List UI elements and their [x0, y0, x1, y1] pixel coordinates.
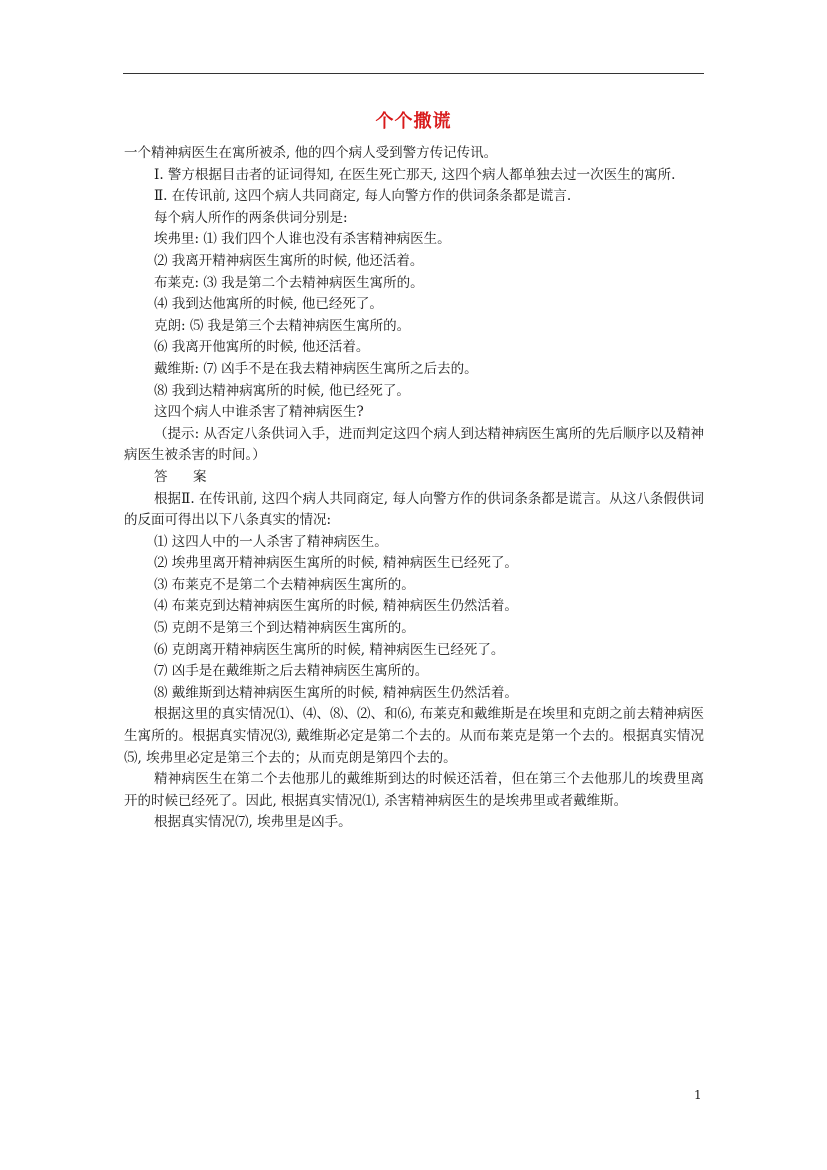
reasoning-paragraph-2: 精神病医生在第二个去他那儿的戴维斯到达的时候还活着，但在第三个去他那儿的埃费里离开的时候已经死了。因此, 根据真实情况⑴, 杀害精神病医生的是埃弗里或者戴维斯。: [124, 771, 704, 809]
fact-item: ⑶ 布莱克不是第二个去精神病医生寓所的。: [154, 576, 415, 593]
document-body: [124, 143, 704, 834]
condition-2: Ⅱ. 在传讯前, 这四个病人共同商定, 每人向警方作的供词条条都是谎言.: [154, 188, 572, 205]
answer-intro: 根据Ⅱ. 在传讯前, 这四个病人共同商定, 每人向警方作的供词条条都是谎言。从这八条假供词的反面可得出以下八条真实的情况:: [124, 490, 704, 529]
fact-item: ⑴ 这四人中的一人杀害了精神病医生。: [154, 533, 388, 550]
statements-intro: 每个病人所作的两条供词分别是:: [154, 209, 348, 226]
answer-heading: 答 案: [154, 468, 213, 485]
conclusion: 根据真实情况⑺, 埃弗里是凶手。: [154, 814, 352, 831]
statement-item: ⑵ 我离开精神病医生寓所的时候, 他还活着。: [154, 252, 424, 269]
intro-paragraph: 一个精神病医生在寓所被杀, 他的四个病人受到警方传记传讯。: [124, 145, 498, 161]
fact-item: ⑺ 凶手是在戴维斯之后去精神病医生寓所的。: [154, 663, 429, 680]
page-number: 1: [694, 1088, 702, 1102]
fact-item: ⑵ 埃弗里离开精神病医生寓所的时候, 精神病医生已经死了。: [154, 555, 518, 572]
fact-item: ⑷ 布莱克到达精神病医生寓所的时候, 精神病医生仍然活着。: [154, 598, 518, 615]
fact-item: ⑻ 戴维斯到达精神病医生寓所的时候, 精神病医生仍然活着。: [154, 684, 518, 701]
hint: （提示: 从否定八条供词入手，进而判定这四个病人到达精神病医生寓所的先后顺序以及精神病医生被杀害的时间。）: [124, 425, 704, 464]
condition-1: Ⅰ. 警方根据目击者的证词得知, 在医生死亡那天, 这四个病人都单独去过一次医生的寓所.: [154, 166, 676, 183]
statement-item: 戴维斯: ⑺ 凶手不是在我去精神病医生寓所之后去的。: [154, 360, 478, 377]
question: 这四个病人中谁杀害了精神病医生?: [154, 404, 364, 421]
fact-item: ⑸ 克朗不是第三个到达精神病医生寓所的。: [154, 620, 415, 637]
header-rule: [123, 73, 704, 74]
statement-item: ⑻ 我到达精神病寓所的时候, 他已经死了。: [154, 382, 410, 399]
statement-item: 克朗: ⑸ 我是第三个去精神病医生寓所的。: [154, 317, 411, 334]
statement-item: 布莱克: ⑶ 我是第二个去精神病医生寓所的。: [154, 274, 424, 291]
statement-item: ⑷ 我到达他寓所的时候, 他已经死了。: [154, 296, 383, 313]
statement-item: ⑹ 我离开他寓所的时候, 他还活着。: [154, 339, 370, 356]
fact-item: ⑹ 克朗离开精神病医生寓所的时候, 精神病医生已经死了。: [154, 641, 505, 658]
statement-item: 埃弗里: ⑴ 我们四个人谁也没有杀害精神病医生。: [154, 231, 451, 248]
page-title: 个个撒谎: [375, 111, 452, 132]
reasoning-paragraph-1: 根据这里的真实情况⑴、⑷、⑻、⑵、和⑹, 布莱克和戴维斯是在埃里和克朗之前去精神病医生寓所的。根据真实情况⑶, 戴维斯必定是第二个去的。从而布莱克是第一个去的。根据真实情况⑸, 埃弗里必定是第三个去的；从而克朗是第四个去的。: [124, 706, 704, 766]
